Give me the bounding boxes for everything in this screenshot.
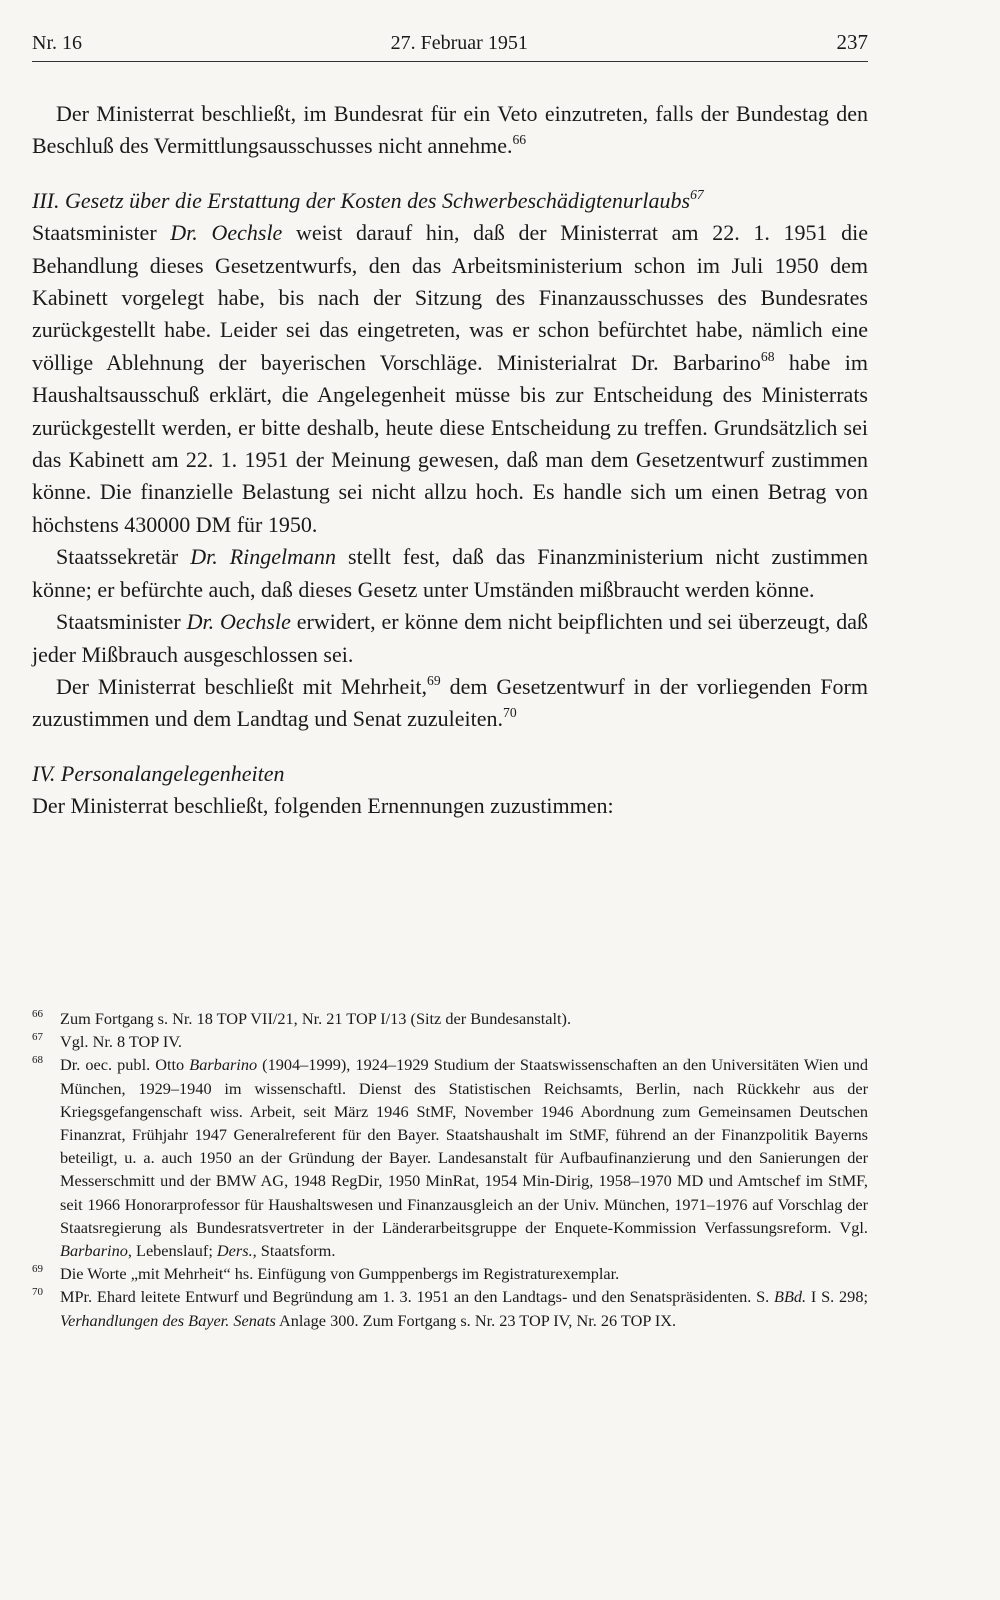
footnote-66: 66 Zum Fortgang s. Nr. 18 TOP VII/21, Nr. 21 TOP I/13 (Sitz der Bundesanstalt). [32, 1008, 572, 1028]
page-number: 237 [836, 30, 868, 54]
paragraph-appointments: Der Ministerrat beschließt, folgenden Ernennungen zuzustimmen: [32, 793, 614, 819]
paragraph-oechsle-2: Staatsminister Dr. Oechsle erwidert, er könne dem nicht beipflichten und sei überzeugt, daß jeder Mißbrauch ausgeschlossen sei. [32, 609, 869, 667]
paragraph-ringelmann: Staatssekretär Dr. Ringelmann stellt fest, daß das Finanzministerium nicht zustimmen könne; er befürchte auch, daß dieses Gesetz unter Umständen mißbraucht werden könne. [32, 544, 868, 602]
main-text [32, 98, 868, 823]
paragraph-decision: Der Ministerrat beschließt mit Mehrheit,$^{69}$ dem Gesetzentwurf in der vorliegenden Form zuzustimmen und dem Landtag und Senat zuzuleiten.$^{70}$ [32, 673, 868, 732]
speaker-name: Ringelmann [229, 544, 337, 570]
footnote-70: 70 MPr. Ehard leitete Entwurf und Begründung am 1. 3. 1951 an den Landtags- und den Senatspräsidenten. S. BBd. I S. 298; Verhandlungen des Bayer. Senats Anlage 300. Zum Fortgang s. Nr. 23 TOP IV, Nr. 26 TOP IX. [32, 1286, 868, 1330]
speaker-name: Oechsle [211, 220, 283, 246]
footnote-68: 68 Dr. oec. publ. Otto Barbarino (1904–1999), 1924–1929 Studium der Staatswissenschaften an den Universitäten Wien und München, 1929–1940 im wissenschaftl. Dienst des Statistischen Reichsamts, Berlin, nach Rückkehr aus der Kriegsgefangenschaft wiss. Arbeit, seit März 1946 StMF, November 1946 Abordnung zum Gemeinsamen Deutschen Finanzrat, Frühjahr 1947 Generalreferent für den Bayer. Staatshaushalt im StMF, führend an der Finanzpolitik Bayerns beteiligt, u. a. auch 1950 an der Gründung der Bayer. Landesanstalt für Aufbaufinanzierung und den Sanierungen der Messerschmitt und der BMW AG, 1948 RegDir, 1950 MinRat, 1954 Min-Dirig, 1958–1970 MD und Amtschef im StMF, seit 1966 Honorarprofessor für Haushaltswesen und Finanzausgleich an der Univ. München, 1971–1976 auf Vorschlag der Staatsregierung als Bundesratsvertreter in der Länderarbeitsgruppe der Enquete-Kommission Verfassungsreform. Vgl. Barbarino, Lebenslauf; Ders., Staatsform. [32, 1054, 868, 1261]
issue-number: Nr. 16 [32, 32, 82, 54]
paragraph-veto: Der Ministerrat beschließt, im Bundesrat für ein Veto einzutreten, falls der Bundestag den Beschluß des Vermittlungsausschusses nicht annehme.$^{66}$ [32, 101, 868, 159]
footnote-ref-68: 68 [760, 348, 775, 364]
section-heading-iv: IV. Personalangelegenheiten [32, 760, 285, 786]
footnote-ref-66: 66 [512, 132, 527, 148]
footnote-69: 69 Die Worte „mit Mehrheit“ hs. Einfügung von Gumppenbergs im Registraturexemplar. [32, 1263, 620, 1284]
paragraph-oechsle-1: Staatsminister Dr. Oechsle weist darauf hin, daß der Ministerrat am 22. 1. 1951 die Behandlung dieses Gesetzentwurfs, den das Arbeitsministerium schon im Juli 1950 dem Kabinett vorgelegt habe, bis nach der Sitzung des Finanzausschusses des Bundesrates zurückgestellt habe. Leider sei das eingetreten, was er schon befürchtet habe, nämlich eine völlige Ablehnung der bayerischen Vorschläge. Ministerialrat Dr. Barbarino$^{68}$ habe im Haushaltsausschuß erklärt, die Angelegenheit müsse bis zur Entscheidung des Ministerrats zurückgestellt werden, er bitte deshalb, heute diese Entscheidung zu treffen. Grundsätzlich sei das Kabinett am 22. 1. 1951 der Meinung gewesen, daß man dem Gesetzentwurf zustimmen könne. Die finanzielle Belastung sei nicht allzu hoch. Es handle sich um einen Betrag von höchstens 430000 DM für 1950. [32, 220, 868, 537]
speaker-name: Oechsle [220, 609, 291, 635]
section-heading-iii: III. Gesetz über die Erstattung der Kosten des Schwerbeschädigtenurlaubs$^{67}$ [32, 186, 704, 213]
footnote-ref-69: 69 [427, 673, 441, 689]
footnote-ref-67: 67 [690, 186, 704, 202]
running-header [32, 30, 868, 62]
footnotes [32, 1007, 868, 1332]
footnote-67: 67 Vgl. Nr. 8 TOP IV. [32, 1031, 182, 1052]
footnote-ref-70: 70 [503, 705, 517, 721]
header-date: 27. Februar 1951 [390, 32, 528, 54]
